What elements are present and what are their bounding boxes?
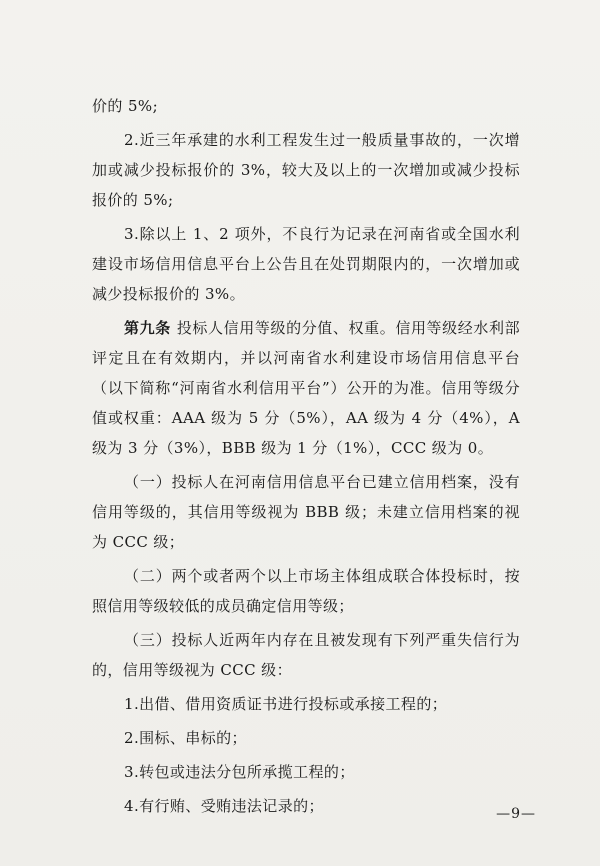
paragraph-text: （三）投标人近两年内存在且被发现有下列严重失信行为的，信用等级视为 CCC 级：	[92, 631, 520, 679]
paragraph-text: 4.有行贿、受贿违法记录的；	[124, 797, 324, 815]
paragraph-text: 2.近三年承建的水利工程发生过一般质量事故的，一次增加或减少投标报价的 3%，较大及以上的一次增加或减少投标报价的 5%;	[92, 131, 520, 209]
paragraph-5	[92, 561, 520, 621]
paragraph-0	[92, 91, 520, 121]
paragraph-text: 1.出借、借用资质证书进行投标或承接工程的；	[124, 695, 448, 713]
paragraph-text: （一）投标人在河南信用信息平台已建立信用档案，没有信用等级的，其信用等级视为 BBB 级；未建立信用档案的视为 CCC 级；	[92, 473, 520, 551]
article-heading: 第九条	[124, 319, 171, 337]
article-nine	[92, 313, 520, 463]
list-item-2	[92, 723, 520, 753]
paragraph-text: 3.转包或违法分包所承揽工程的；	[124, 763, 355, 781]
paragraph-6	[92, 625, 520, 685]
paragraph-4	[92, 467, 520, 557]
document-body	[92, 91, 520, 825]
page-number: —9—	[496, 806, 536, 822]
paragraph-text: 投标人信用等级的分值、权重。信用等级经水利部评定且在有效期内，并以河南省水利建设市场信用信息平台（以下简称“河南省水利信用平台”）公开的为准。信用等级分值或权重：AAA 级为 5 分（5%），AA 级为 4 分（4%），A 级为 3 分（3%），BBB 级为 1 分（1%），CCC 级为 0。	[92, 319, 520, 457]
paragraph-1	[92, 125, 520, 215]
paragraph-text: （二）两个或者两个以上市场主体组成联合体投标时，按照信用等级较低的成员确定信用等级；	[92, 567, 520, 615]
paragraph-2	[92, 219, 520, 309]
paragraph-text: 3.除以上 1、2 项外，不良行为记录在河南省或全国水利建设市场信用信息平台上公告且在处罚期限内的，一次增加或减少投标报价的 3%。	[92, 225, 520, 303]
paragraph-text: 2.围标、串标的；	[124, 729, 247, 747]
paragraph-text: 价的 5%;	[92, 97, 159, 115]
list-item-3	[92, 757, 520, 787]
list-item-1	[92, 689, 520, 719]
list-item-4	[92, 791, 520, 821]
